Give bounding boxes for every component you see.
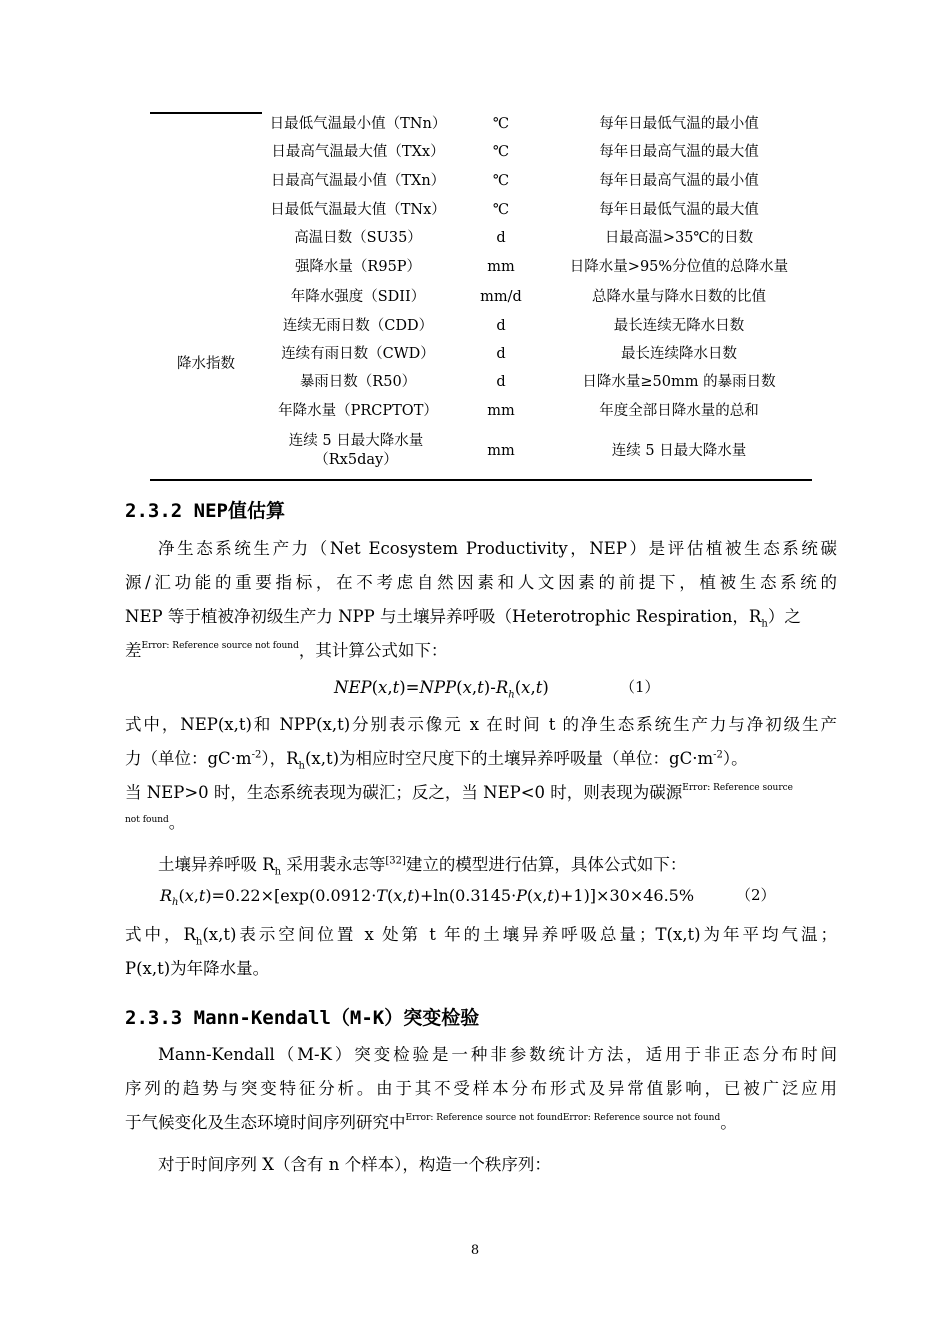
section-heading: 2.3.2 NEP值估算 — [125, 500, 285, 522]
citation: [32] — [385, 855, 406, 867]
index-name: 连续有雨日数（CWD） — [281, 346, 435, 362]
reference-error: Error: Reference source — [682, 783, 793, 793]
index-definition: 日降水量≥50mm 的暴雨日数 — [582, 374, 776, 390]
index-definition: 每年日最低气温的最小值 — [599, 116, 759, 132]
index-unit: ℃ — [492, 173, 510, 189]
index-name: 年降水强度（SDII） — [290, 289, 426, 305]
section-heading: 2.3.3 Mann-Kendall（M-K）突变检验 — [125, 1007, 480, 1029]
reference-error: Error: Reference source not found — [141, 641, 299, 651]
text-run: (x,t)为相应时空尺度下的土壤异养呼吸量（单位：gC·m — [304, 749, 714, 768]
table-row — [150, 312, 812, 340]
text-line — [125, 810, 837, 836]
index-name: 暴雨日数（R50） — [299, 374, 417, 390]
table-row — [150, 253, 812, 281]
text-run: ）之 — [767, 607, 801, 626]
text-run: 采用裴永志等 — [281, 855, 386, 874]
table-row — [150, 110, 812, 138]
index-definition: 最长连续无降水日数 — [613, 318, 745, 334]
text-run: 差 — [125, 641, 142, 660]
table-category-cell: 降水指数 — [177, 356, 235, 372]
subscript: h — [195, 936, 203, 948]
index-unit: ℃ — [492, 144, 510, 160]
text-run: NEP 等于植被净初级生产力 NPP 与土壤异养呼吸（Heterotrophic Respiration，R — [125, 607, 762, 626]
text-line — [125, 848, 837, 882]
equation-1: $NEP(x,t)=NPP(x,t)-R_h(x,t)$ — [334, 678, 549, 701]
text-run: 式中，R — [125, 925, 196, 944]
reference-error: not found — [125, 815, 169, 825]
text-run: ），R — [261, 749, 299, 768]
index-unit: mm/d — [480, 289, 522, 305]
table-row — [150, 138, 812, 166]
text-line — [125, 600, 837, 634]
equation-number: （2） — [736, 886, 776, 904]
table-row — [150, 283, 812, 311]
index-unit: d — [496, 346, 506, 362]
superscript: -2 — [251, 749, 262, 761]
text-line: 源/汇功能的重要指标，在不考虑自然因素和人文因素的前提下，植被生态系统的 — [125, 573, 837, 592]
index-name: 日最高气温最小值（TXn） — [270, 173, 446, 189]
index-name: 强降水量（R95P） — [294, 259, 422, 275]
text-run: 。 — [720, 1113, 737, 1132]
text-line — [125, 742, 837, 776]
index-name: 连续无雨日数（CDD） — [282, 318, 434, 334]
text-line — [125, 634, 837, 668]
text-line: 序列的趋势与突变特征分析。由于其不受样本分布形式及异常值影响，已被广泛应用 — [125, 1079, 837, 1098]
table-row — [150, 368, 812, 396]
superscript: -2 — [713, 749, 723, 761]
text-run: 于气候变化及生态环境时间序列研究中 — [125, 1113, 406, 1132]
index-unit: mm — [487, 259, 515, 275]
index-definition: 每年日最高气温的最小值 — [599, 173, 759, 189]
paragraph — [125, 848, 837, 882]
page-number: 8 — [470, 1243, 480, 1258]
subscript: h — [761, 618, 768, 630]
text-line: Mann-Kendall（M-K）突变检验是一种非参数统计方法，适用于非正态分布时间 — [158, 1045, 837, 1064]
equation-number: （1） — [620, 678, 660, 696]
index-definition: 每年日最低气温的最大值 — [599, 202, 759, 218]
index-unit: d — [496, 374, 506, 390]
table-row — [150, 167, 812, 195]
text-line: 对于时间序列 X（含有 n 个样本），构造一个秩序列： — [158, 1155, 551, 1174]
text-run: 当 NEP>0 时，生态系统表现为碳汇；反之，当 NEP<0 时，则表现为碳源 — [125, 783, 683, 802]
index-unit: ℃ — [492, 116, 510, 132]
index-unit: d — [496, 318, 506, 334]
text-line — [125, 776, 837, 810]
text-line: 式中，NEP(x,t)和 NPP(x,t)分别表示像元 x 在时间 t 的净生态系统生产力与净初级生产 — [125, 715, 837, 734]
table-row — [150, 397, 812, 425]
paragraph — [125, 708, 837, 836]
paragraph — [125, 1038, 837, 1140]
index-definition: 最长连续降水日数 — [621, 346, 737, 362]
text-run: ，其计算公式如下： — [298, 641, 448, 660]
text-line: 净生态系统生产力（Net Ecosystem Productivity，NEP）是评估植被生态系统碳 — [158, 539, 837, 558]
paragraph — [125, 1148, 837, 1182]
index-definition: 日降水量>95%分位值的总降水量 — [569, 259, 789, 275]
index-definition: 年度全部日降水量的总和 — [599, 403, 759, 419]
paragraph — [125, 532, 837, 668]
subscript: h — [298, 760, 305, 772]
index-name: 高温日数（SU35） — [294, 230, 422, 246]
index-unit: mm — [487, 403, 515, 419]
index-definition: 日最高温>35℃的日数 — [604, 230, 754, 246]
index-name: 年降水量（PRCPTOT） — [278, 403, 438, 419]
index-name: 日最低气温最大值（TNx） — [270, 202, 446, 218]
index-name: 日最低气温最小值（TNn） — [269, 116, 447, 132]
subscript: h — [274, 866, 282, 878]
text-run: 力（单位：gC·m — [125, 749, 252, 768]
index-name: 连续 5 日最大降水量（Rx5day） — [288, 433, 424, 468]
text-line — [125, 1106, 837, 1140]
index-unit: mm — [487, 443, 515, 459]
table-rule-bottom — [150, 479, 812, 481]
table-row — [150, 340, 812, 368]
text-run: (x,t)表示空间位置 x 处第 t 年的土壤异养呼吸总量；T(x,t)为年平均气温； — [202, 925, 837, 944]
text-run: 建立的模型进行估算，具体公式如下： — [405, 855, 687, 874]
table-row — [150, 224, 812, 252]
table-row — [150, 430, 812, 472]
table-row — [150, 196, 812, 224]
index-definition: 总降水量与降水日数的比值 — [592, 289, 766, 305]
text-run: 。 — [168, 813, 186, 832]
index-name: 日最高气温最大值（TXx） — [271, 144, 445, 160]
index-definition: 连续 5 日最大降水量 — [611, 443, 747, 459]
text-run: ）。 — [722, 749, 748, 768]
equation-2: $R_h(x,t)=0.22\times[\exp(0.0912\cdot T(x,t)+\ln(0.3145\cdot P(x,t)+1)]\times 30\times 46.5\%$ — [160, 886, 695, 909]
index-unit: ℃ — [492, 202, 510, 218]
index-definition: 每年日最高气温的最大值 — [599, 144, 759, 160]
reference-error: Error: Reference source not foundError: Reference source not found — [405, 1113, 721, 1123]
index-unit: d — [496, 230, 506, 246]
text-run: 土壤异养呼吸 R — [158, 855, 275, 874]
text-line: P(x,t)为年降水量。 — [125, 959, 270, 978]
text-line — [125, 918, 837, 952]
paragraph — [125, 918, 837, 986]
